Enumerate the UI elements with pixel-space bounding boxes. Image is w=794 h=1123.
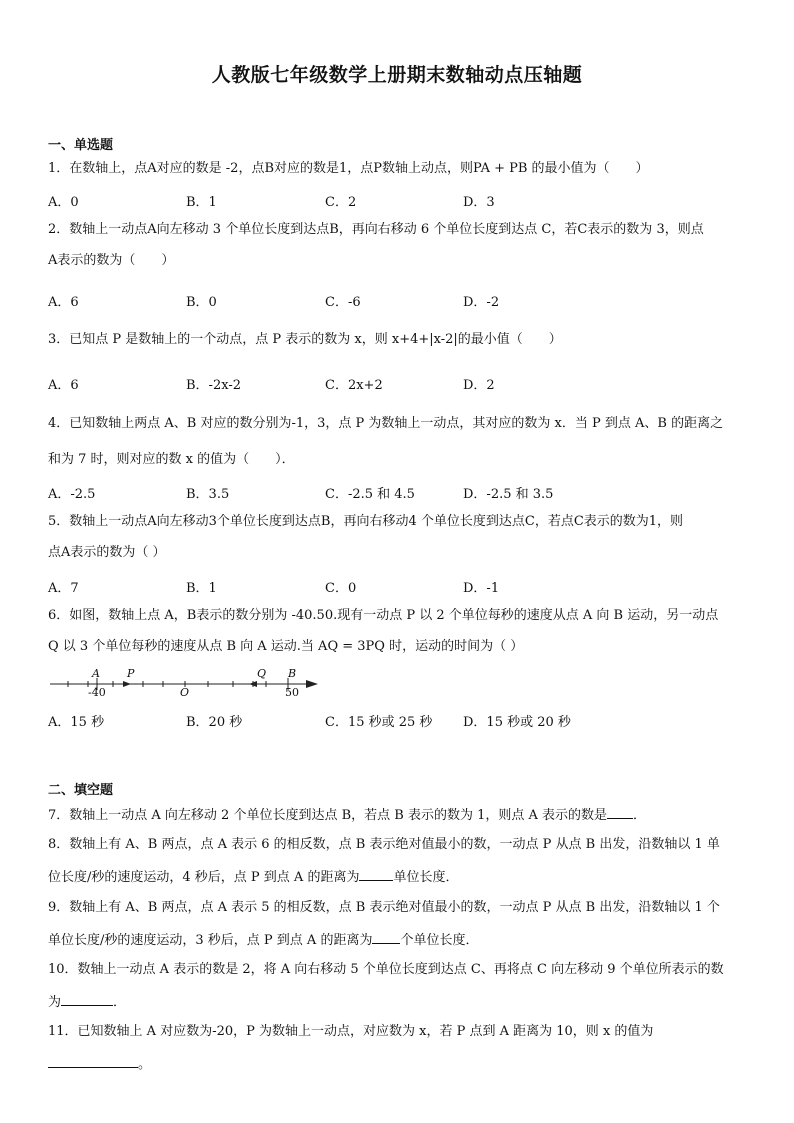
point-b-label: B xyxy=(288,667,297,680)
q5-option-d: D．-1 xyxy=(463,581,500,596)
q2-option-d: D．-2 xyxy=(463,295,500,310)
section-heading-fill-blank: 二、填空题 xyxy=(48,783,114,798)
q3-option-b: B．-2x-2 xyxy=(186,378,241,393)
question-5-text-line1: 5．数轴上一动点A向左移动3个单位长度到达点B，再向右移动4 个单位长度到达点C，若点C表示的数为1，则 xyxy=(48,514,684,529)
q4-option-c: C．-2.5 和 4.5 xyxy=(325,487,415,502)
question-8-tail: 单位长度． xyxy=(393,870,459,885)
question-3-text: 3．已知点 P 是数轴上的一个动点，点 P 表示的数为 x，则 x+4+|x-2|的最小值（ ） xyxy=(48,332,562,347)
question-11-tail: 。 xyxy=(138,1057,152,1072)
question-9-text-line1: 9．数轴上有 A、B 两点，点 A 表示 5 的相反数，点 B 表示绝对值最小的数，一动点 P 从点 B 出发，沿数轴以 1 个 xyxy=(48,900,720,915)
answer-blank-9[interactable] xyxy=(372,931,400,944)
q3-option-a: A．6 xyxy=(48,378,79,393)
q1-option-c: C．2 xyxy=(325,195,357,210)
q4-option-a: A．-2.5 xyxy=(48,487,96,502)
question-10-text-line1: 10．数轴上一动点 A 表示的数是 2，将 A 向右移动 5 个单位长度到达点 C、再将点 C 向左移动 9 个单位所表示的数 xyxy=(48,962,724,977)
point-p-label: P xyxy=(127,667,135,680)
question-10-tail: ． xyxy=(113,995,127,1010)
point-q-label: Q xyxy=(257,667,267,680)
number-line-figure xyxy=(48,666,320,702)
section-heading-single-choice: 一、单选题 xyxy=(48,138,114,153)
q5-option-b: B．1 xyxy=(186,581,217,596)
question-2-text-line2: A表示的数为（ ） xyxy=(48,253,175,268)
question-1-text: 1．在数轴上，点A对应的数是 -2，点B对应的数是1，点P数轴上动点，则PA + PB 的最小值为（ ） xyxy=(48,161,649,176)
point-p-arrow xyxy=(123,681,131,687)
q6-option-a: A．15 秒 xyxy=(48,715,105,730)
q1-option-a: A．0 xyxy=(48,195,79,210)
q3-option-c: C．2x+2 xyxy=(325,378,383,393)
question-4-text-line2: 和为 7 时，则对应的数 x 的值为（ ）． xyxy=(48,452,295,467)
document-title: 人教版七年级数学上册期末数轴动点压轴题 xyxy=(211,64,583,86)
question-9 xyxy=(48,931,478,949)
q2-option-a: A．6 xyxy=(48,295,79,310)
question-7 xyxy=(48,806,646,824)
question-2-text-line1: 2．数轴上一动点A向左移动 3 个单位长度到达点B，再向右移动 6 个单位长度到达点 C，若C表示的数为 3，则点 xyxy=(48,222,704,237)
q2-option-c: C．-6 xyxy=(325,295,361,310)
question-11 xyxy=(48,1055,151,1073)
point-a-label: A xyxy=(92,667,100,680)
origin-o-label: O xyxy=(180,686,190,699)
question-6-text-line2: Q 以 3 个单位每秒的速度从点 B 向 A 运动.当 AQ = 3PQ 时，运动的时间为（ ） xyxy=(48,639,524,654)
question-10-text-line2: 为 xyxy=(48,995,62,1010)
q6-option-c: C．15 秒或 25 秒 xyxy=(325,715,433,730)
question-11-text-line1: 11．已知数轴上 A 对应数为-20，P 为数轴上一动点，对应数为 x，若 P 点到 A 距离为 10，则 x 的值为 xyxy=(48,1024,654,1039)
q2-option-b: B．0 xyxy=(186,295,217,310)
answer-blank-11[interactable] xyxy=(48,1055,138,1068)
q6-option-d: D．15 秒或 20 秒 xyxy=(463,715,571,730)
question-8-text-line1: 8．数轴上有 A、B 两点，点 A 表示 6 的相反数，点 B 表示绝对值最小的数，一动点 P 从点 B 出发，沿数轴以 1 单 xyxy=(48,837,720,852)
question-8-text-line2: 位长度/秒的速度运动，4 秒后，点 P 到点 A 的距离为 xyxy=(48,870,360,885)
question-8 xyxy=(48,868,458,886)
q4-option-d: D．-2.5 和 3.5 xyxy=(463,487,554,502)
question-6-text-line1: 6．如图，数轴上点 A，B表示的数分别为 -40.50.现有一动点 P 以 2 个单位每秒的速度从点 A 向 B 运动，另一动点 xyxy=(48,608,719,623)
q5-option-c: C．0 xyxy=(325,581,357,596)
question-10 xyxy=(48,993,126,1011)
q4-option-b: B．3.5 xyxy=(186,487,230,502)
q6-option-b: B．20 秒 xyxy=(186,715,243,730)
question-9-tail: 个单位长度． xyxy=(400,933,479,948)
q1-option-b: B．1 xyxy=(186,195,217,210)
answer-blank-10[interactable] xyxy=(61,993,113,1006)
question-4-text-line1: 4．已知数轴上两点 A、B 对应的数分别为-1，3，点 P 为数轴上一动点，其对应的数为 x．当 P 到点 A、B 的距离之 xyxy=(48,416,724,431)
answer-blank-8[interactable] xyxy=(359,868,393,881)
question-7-tail: ． xyxy=(633,808,647,823)
answer-blank-7[interactable] xyxy=(607,806,633,819)
point-a-value: -40 xyxy=(88,686,106,699)
q5-option-a: A．7 xyxy=(48,581,79,596)
question-9-text-line2: 单位长度/秒的速度运动，3 秒后，点 P 到点 A 的距离为 xyxy=(48,933,373,948)
number-line-arrowhead xyxy=(306,680,318,688)
q1-option-d: D．3 xyxy=(463,195,495,210)
question-5-text-line2: 点A表示的数为（ ） xyxy=(48,545,166,560)
question-7-text: 7．数轴上一动点 A 向左移动 2 个单位长度到达点 B，若点 B 表示的数为 1，则点 A 表示的数是 xyxy=(48,808,608,823)
point-b-value: 50 xyxy=(285,686,299,699)
q3-option-d: D．2 xyxy=(463,378,495,393)
